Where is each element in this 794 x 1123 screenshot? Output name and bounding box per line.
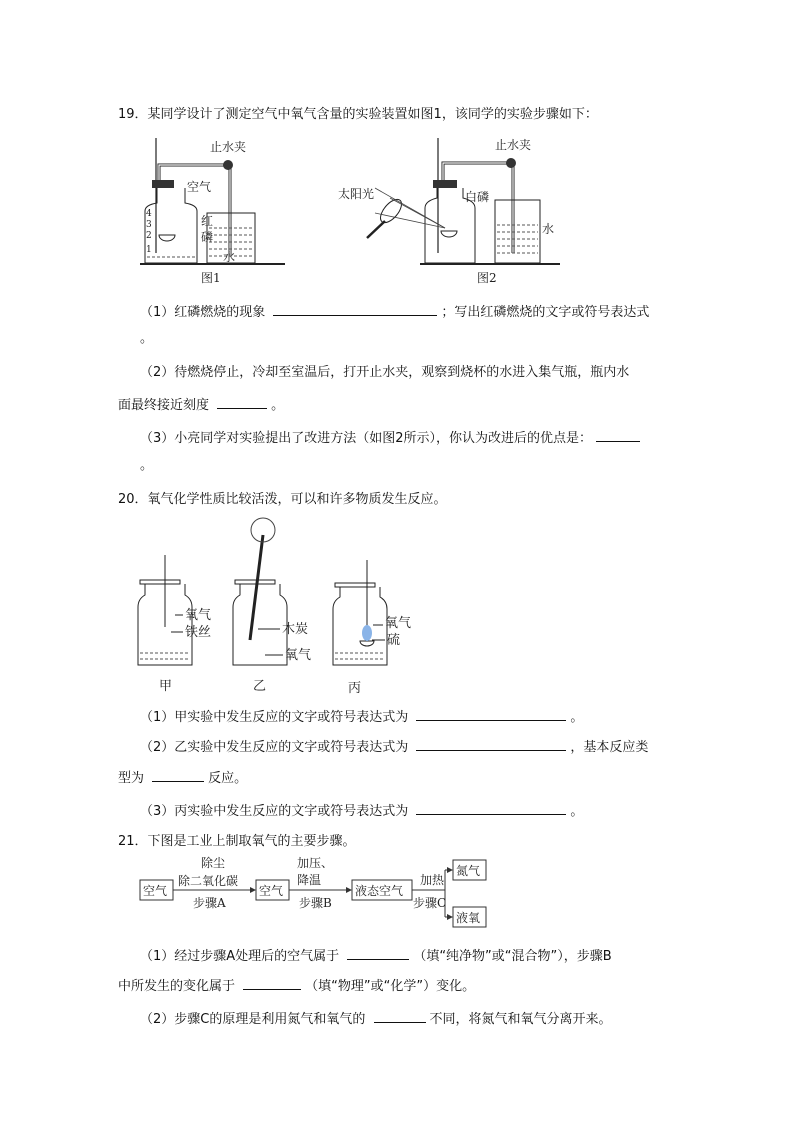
- answer-blank[interactable]: [416, 737, 566, 751]
- q21-part2: （2）步骤C的原理是利用氮气和氧气的 不同，将氮气和氧气分离开来。: [140, 1009, 612, 1029]
- q20-stem: 20．氧气化学性质比较活泼，可以和许多物质发生反应。: [118, 492, 447, 507]
- svg-text:1: 1: [146, 245, 152, 255]
- q20-part3: （3）丙实验中发生反应的文字或符号表达式为 。: [140, 801, 583, 821]
- svg-text:2: 2: [146, 231, 152, 241]
- svg-text:丙: 丙: [348, 681, 362, 695]
- q19-part3: （3）小亮同学对实验提出了改进方法（如图2所示），你认为改进后的优点是：: [140, 428, 644, 448]
- svg-text:步骤C: 步骤C: [413, 896, 447, 910]
- answer-blank[interactable]: [152, 768, 204, 782]
- answer-blank[interactable]: [596, 428, 640, 442]
- svg-text:空气: 空气: [259, 884, 284, 898]
- svg-text:步骤B: 步骤B: [299, 896, 332, 910]
- svg-text:甲: 甲: [159, 679, 173, 694]
- svg-text:加热: 加热: [420, 873, 445, 887]
- q19-stem: 19．某同学设计了测定空气中氧气含量的实验装置如图1，该同学的实验步骤如下：: [118, 107, 598, 122]
- flame-icon: [362, 625, 372, 641]
- magnifier-icon: [377, 196, 406, 226]
- answer-blank[interactable]: [273, 302, 437, 316]
- svg-text:水: 水: [542, 222, 555, 236]
- svg-text:氧气: 氧气: [385, 616, 412, 631]
- svg-text:图1: 图1: [201, 271, 221, 285]
- q19-part1: （1）红磷燃烧的现象 ；写出红磷燃烧的文字或符号表达式: [140, 302, 649, 322]
- svg-text:乙: 乙: [253, 679, 267, 694]
- clip-icon: [506, 158, 516, 168]
- svg-text:磷: 磷: [201, 230, 214, 244]
- svg-text:空气: 空气: [143, 884, 168, 898]
- q20-part2-cont: 型为 反应。: [118, 768, 247, 788]
- answer-blank[interactable]: [217, 395, 267, 409]
- q19-part2: （2）待燃烧停止，冷却至室温后，打开止水夹，观察到烧杯的水进入集气瓶，瓶内水: [140, 365, 630, 380]
- q19-figure-2: [335, 133, 565, 288]
- q21-part1: （1）经过步骤A处理后的空气属于 （填“纯净物”或“混合物”），步骤B: [140, 946, 612, 966]
- svg-text:液态空气: 液态空气: [355, 884, 404, 898]
- svg-text:硫: 硫: [387, 633, 401, 648]
- q20-part2: （2）乙实验中发生反应的文字或符号表达式为 ，基本反应类: [140, 737, 648, 757]
- svg-text:降温: 降温: [297, 873, 322, 887]
- svg-text:空气: 空气: [187, 180, 212, 194]
- q19-part2-cont: 面最终接近刻度 。: [118, 395, 284, 415]
- svg-text:液氧: 液氧: [456, 911, 481, 925]
- q19-figure-1: [135, 133, 285, 288]
- svg-text:水: 水: [223, 250, 236, 264]
- q20-figure: [135, 515, 425, 695]
- svg-text:3: 3: [146, 220, 152, 230]
- svg-text:太阳光: 太阳光: [338, 187, 375, 201]
- svg-text:图2: 图2: [477, 271, 497, 285]
- svg-text:氧气: 氧气: [185, 608, 212, 623]
- svg-text:白磷: 白磷: [465, 190, 490, 204]
- svg-text:氮气: 氮气: [456, 864, 481, 878]
- svg-text:红: 红: [201, 214, 214, 228]
- svg-text:止水夹: 止水夹: [210, 140, 247, 154]
- svg-text:氧气: 氧气: [285, 648, 312, 663]
- q21-part1-cont: 中所发生的变化属于 （填“物理”或“化学”）变化。: [118, 976, 475, 996]
- answer-blank[interactable]: [347, 946, 409, 960]
- svg-text:步骤A: 步骤A: [193, 896, 226, 910]
- svg-text:4: 4: [146, 209, 152, 219]
- svg-text:加压、: 加压、: [297, 856, 334, 870]
- answer-blank[interactable]: [374, 1009, 426, 1023]
- q21-flow-diagram: [135, 855, 515, 930]
- q20-part1: （1）甲实验中发生反应的文字或符号表达式为 。: [140, 707, 583, 727]
- answer-blank[interactable]: [416, 801, 566, 815]
- answer-blank[interactable]: [416, 707, 566, 721]
- answer-blank[interactable]: [243, 976, 301, 990]
- svg-text:铁丝: 铁丝: [185, 625, 212, 640]
- svg-text:木炭: 木炭: [282, 622, 309, 637]
- q19-part1-end: 。: [140, 331, 154, 346]
- svg-text:除尘: 除尘: [201, 856, 226, 870]
- svg-text:止水夹: 止水夹: [495, 138, 532, 152]
- svg-text:除二氧化碳: 除二氧化碳: [178, 874, 239, 888]
- clip-icon: [223, 160, 233, 170]
- q19-part3-end: 。: [140, 458, 154, 473]
- q21-stem: 21．下图是工业上制取氧气的主要步骤。: [118, 834, 356, 849]
